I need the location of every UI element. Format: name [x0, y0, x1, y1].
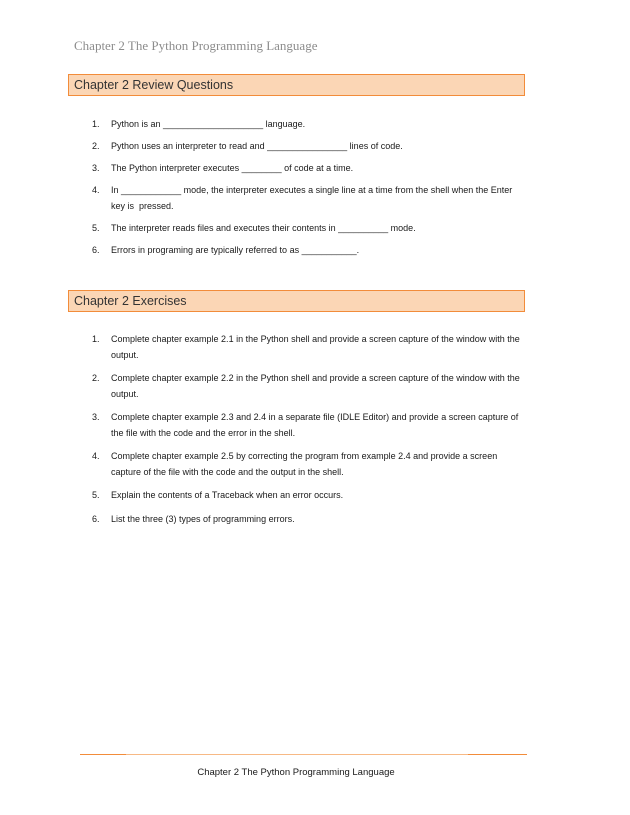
- item-text: List the three (3) types of programming errors.: [111, 513, 295, 524]
- list-item: [92, 488, 522, 504]
- exercises-list: [92, 332, 522, 535]
- review-questions-heading: Chapter 2 Review Questions: [68, 74, 525, 96]
- item-number: 2.: [92, 141, 100, 151]
- list-item: [92, 139, 522, 155]
- item-text: The Python interpreter executes ________ of code at a time.: [111, 163, 354, 173]
- page-footer: Chapter 2 The Python Programming Language: [197, 767, 395, 778]
- item-text: Complete chapter example 2.3 and 2.4 in a separate file (IDLE Editor) and provide a screen capture of the file with the code and the error in the shell.: [111, 412, 521, 438]
- list-item: [92, 117, 522, 133]
- item-number: 5.: [92, 222, 100, 233]
- item-text: Complete chapter example 2.1 in the Python shell and provide a screen capture of the window with the output.: [111, 334, 523, 360]
- list-item: [92, 371, 522, 402]
- footer-divider: [468, 754, 527, 755]
- item-number: 5.: [92, 490, 100, 500]
- item-text: In ____________ mode, the interpreter executes a single line at a time from the shell when the Enter key is pressed.: [111, 185, 515, 211]
- item-number: 2.: [92, 373, 100, 383]
- item-number: 1.: [92, 334, 100, 344]
- item-text: Complete chapter example 2.5 by correcting the program from example 2.4 and provide a screen capture of the file with the code and the output in the shell.: [111, 451, 500, 477]
- item-number: 1.: [92, 119, 100, 129]
- item-text: Errors in programing are typically referred to as ___________.: [111, 244, 360, 255]
- list-item: [92, 183, 522, 214]
- list-item: [92, 512, 522, 528]
- item-text: Python uses an interpreter to read and ________________ lines of code.: [111, 141, 403, 151]
- page-header: Chapter 2 The Python Programming Language: [74, 38, 318, 53]
- footer-divider: [80, 754, 126, 755]
- item-number: 6.: [92, 513, 100, 524]
- list-item: [92, 161, 522, 177]
- item-text: Explain the contents of a Traceback when an error occurs.: [111, 490, 344, 500]
- list-item: [92, 332, 522, 363]
- exercises-heading: Chapter 2 Exercises: [68, 290, 525, 312]
- item-text: The interpreter reads files and executes their contents in __________ mode.: [111, 222, 416, 233]
- item-number: 6.: [92, 244, 100, 255]
- item-number: 3.: [92, 412, 100, 422]
- item-number: 3.: [92, 163, 100, 173]
- item-number: 4.: [92, 451, 100, 461]
- list-item: [92, 243, 522, 259]
- item-text: Python is an ____________________ language.: [111, 119, 306, 129]
- footer-divider: [126, 754, 468, 755]
- list-item: [92, 221, 522, 237]
- item-number: 4.: [92, 185, 100, 195]
- item-text: Complete chapter example 2.2 in the Python shell and provide a screen capture of the window with the output.: [111, 373, 523, 399]
- list-item: [92, 449, 522, 480]
- list-item: [92, 410, 522, 441]
- review-questions-list: [92, 117, 522, 265]
